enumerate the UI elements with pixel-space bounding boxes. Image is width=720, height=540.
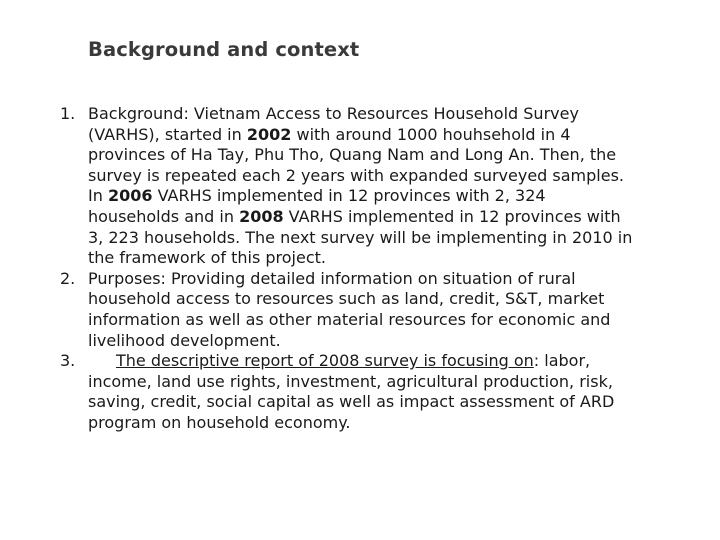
text-line: [88, 413, 690, 434]
slide-title: Background and context: [88, 38, 360, 61]
list-item-number: 3.: [60, 351, 76, 371]
numbered-list: [60, 104, 690, 434]
text-run: provinces of Ha Tay, Phu Tho, Quang Nam and Long An. Then, the: [88, 145, 617, 165]
list-item: [60, 104, 690, 269]
text-line: [88, 145, 690, 166]
text-line: [88, 248, 690, 269]
text-run: Background: Vietnam Access to Resources Household Survey: [88, 104, 579, 123]
text-line: [88, 104, 690, 125]
text-line: [88, 310, 690, 331]
text-run: income, land use rights, investment, agricultural production, risk,: [88, 371, 613, 391]
text-run: VARHS implemented in 12 provinces with 2, 324: [152, 186, 546, 206]
text-run: livelihood development.: [88, 330, 281, 350]
list-item-text: [88, 104, 690, 269]
text-run: information as well as other material resources for economic and: [88, 309, 611, 329]
text-run: 3, 223 households. The next survey will be implementing in 2010 in: [88, 227, 633, 247]
text-run: the framework of this project.: [88, 248, 326, 268]
text-run: (VARHS), started in: [88, 124, 247, 144]
text-line: [88, 125, 690, 146]
text-line: [88, 186, 690, 207]
text-line: [88, 331, 690, 352]
text-run: with around 1000 houhsehold in 4: [291, 124, 571, 144]
list-item-number: 2.: [60, 268, 76, 288]
bold-year: 2002: [246, 124, 292, 144]
text-run: survey is repeated each 2 years with expanded surveyed samples.: [88, 165, 624, 185]
text-run: : labor,: [533, 351, 591, 371]
text-line: [88, 351, 690, 372]
text-line: [88, 269, 690, 290]
underlined-text: The descriptive report of 2008 survey is focusing on: [116, 351, 534, 371]
list-item-text: [88, 269, 690, 351]
text-run: VARHS implemented in 12 provinces with: [283, 206, 621, 226]
text-run: households and in: [88, 206, 240, 226]
bold-year: 2008: [239, 206, 284, 226]
text-line: [88, 289, 690, 310]
list-item-number: 1.: [60, 104, 76, 123]
text-line: [88, 372, 690, 393]
text-line: [88, 207, 690, 228]
text-line: [88, 228, 690, 249]
text-line: [88, 392, 690, 413]
list-item: [60, 269, 690, 351]
text-run: saving, credit, social capital as well as impact assessment of ARD: [88, 392, 615, 412]
list-item: [60, 351, 690, 433]
text-run: Purposes: Providing detailed information on situation of rural: [88, 268, 576, 288]
text-run: In: [88, 186, 108, 206]
bold-year: 2006: [107, 186, 153, 206]
text-run: program on household economy.: [88, 412, 351, 432]
list-item-text: [88, 351, 690, 433]
text-run: household access to resources such as land, credit, S&T, market: [88, 289, 605, 309]
text-line: [88, 166, 690, 187]
